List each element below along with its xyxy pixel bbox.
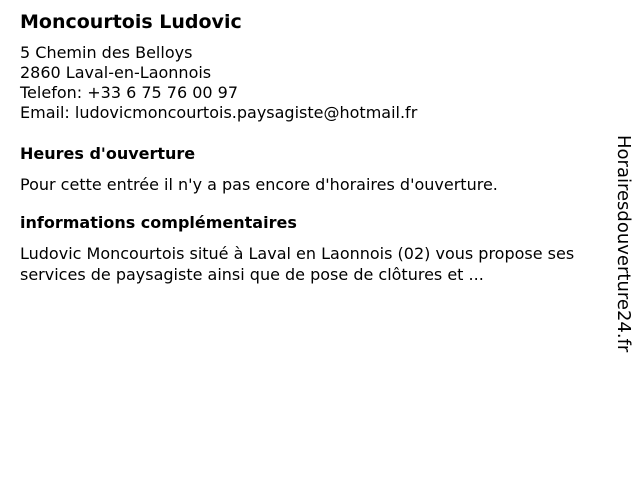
city-address: 2860 Laval-en-Laonnois: [20, 63, 212, 82]
additional-info-heading: informations complémentaires: [20, 213, 297, 232]
opening-hours-text: Pour cette entrée il n'y a pas encore d'horaires d'ouverture.: [20, 175, 498, 194]
opening-hours-heading: Heures d'ouverture: [20, 144, 196, 163]
phone-line: Telefon: +33 6 75 76 00 97: [20, 83, 239, 102]
additional-info-text: Ludovic Moncourtois situé à Laval en Laonnois (02) vous propose ses services de paysagiste ainsi que de pose de clôtures et ...: [20, 244, 575, 284]
business-name: Moncourtois Ludovic: [20, 11, 242, 33]
street-address: 5 Chemin des Belloys: [20, 43, 193, 62]
site-brand: Horairesdouverture24.fr: [613, 135, 634, 353]
email-line: Email: ludovicmoncourtois.paysagiste@hotmail.fr: [20, 103, 418, 122]
